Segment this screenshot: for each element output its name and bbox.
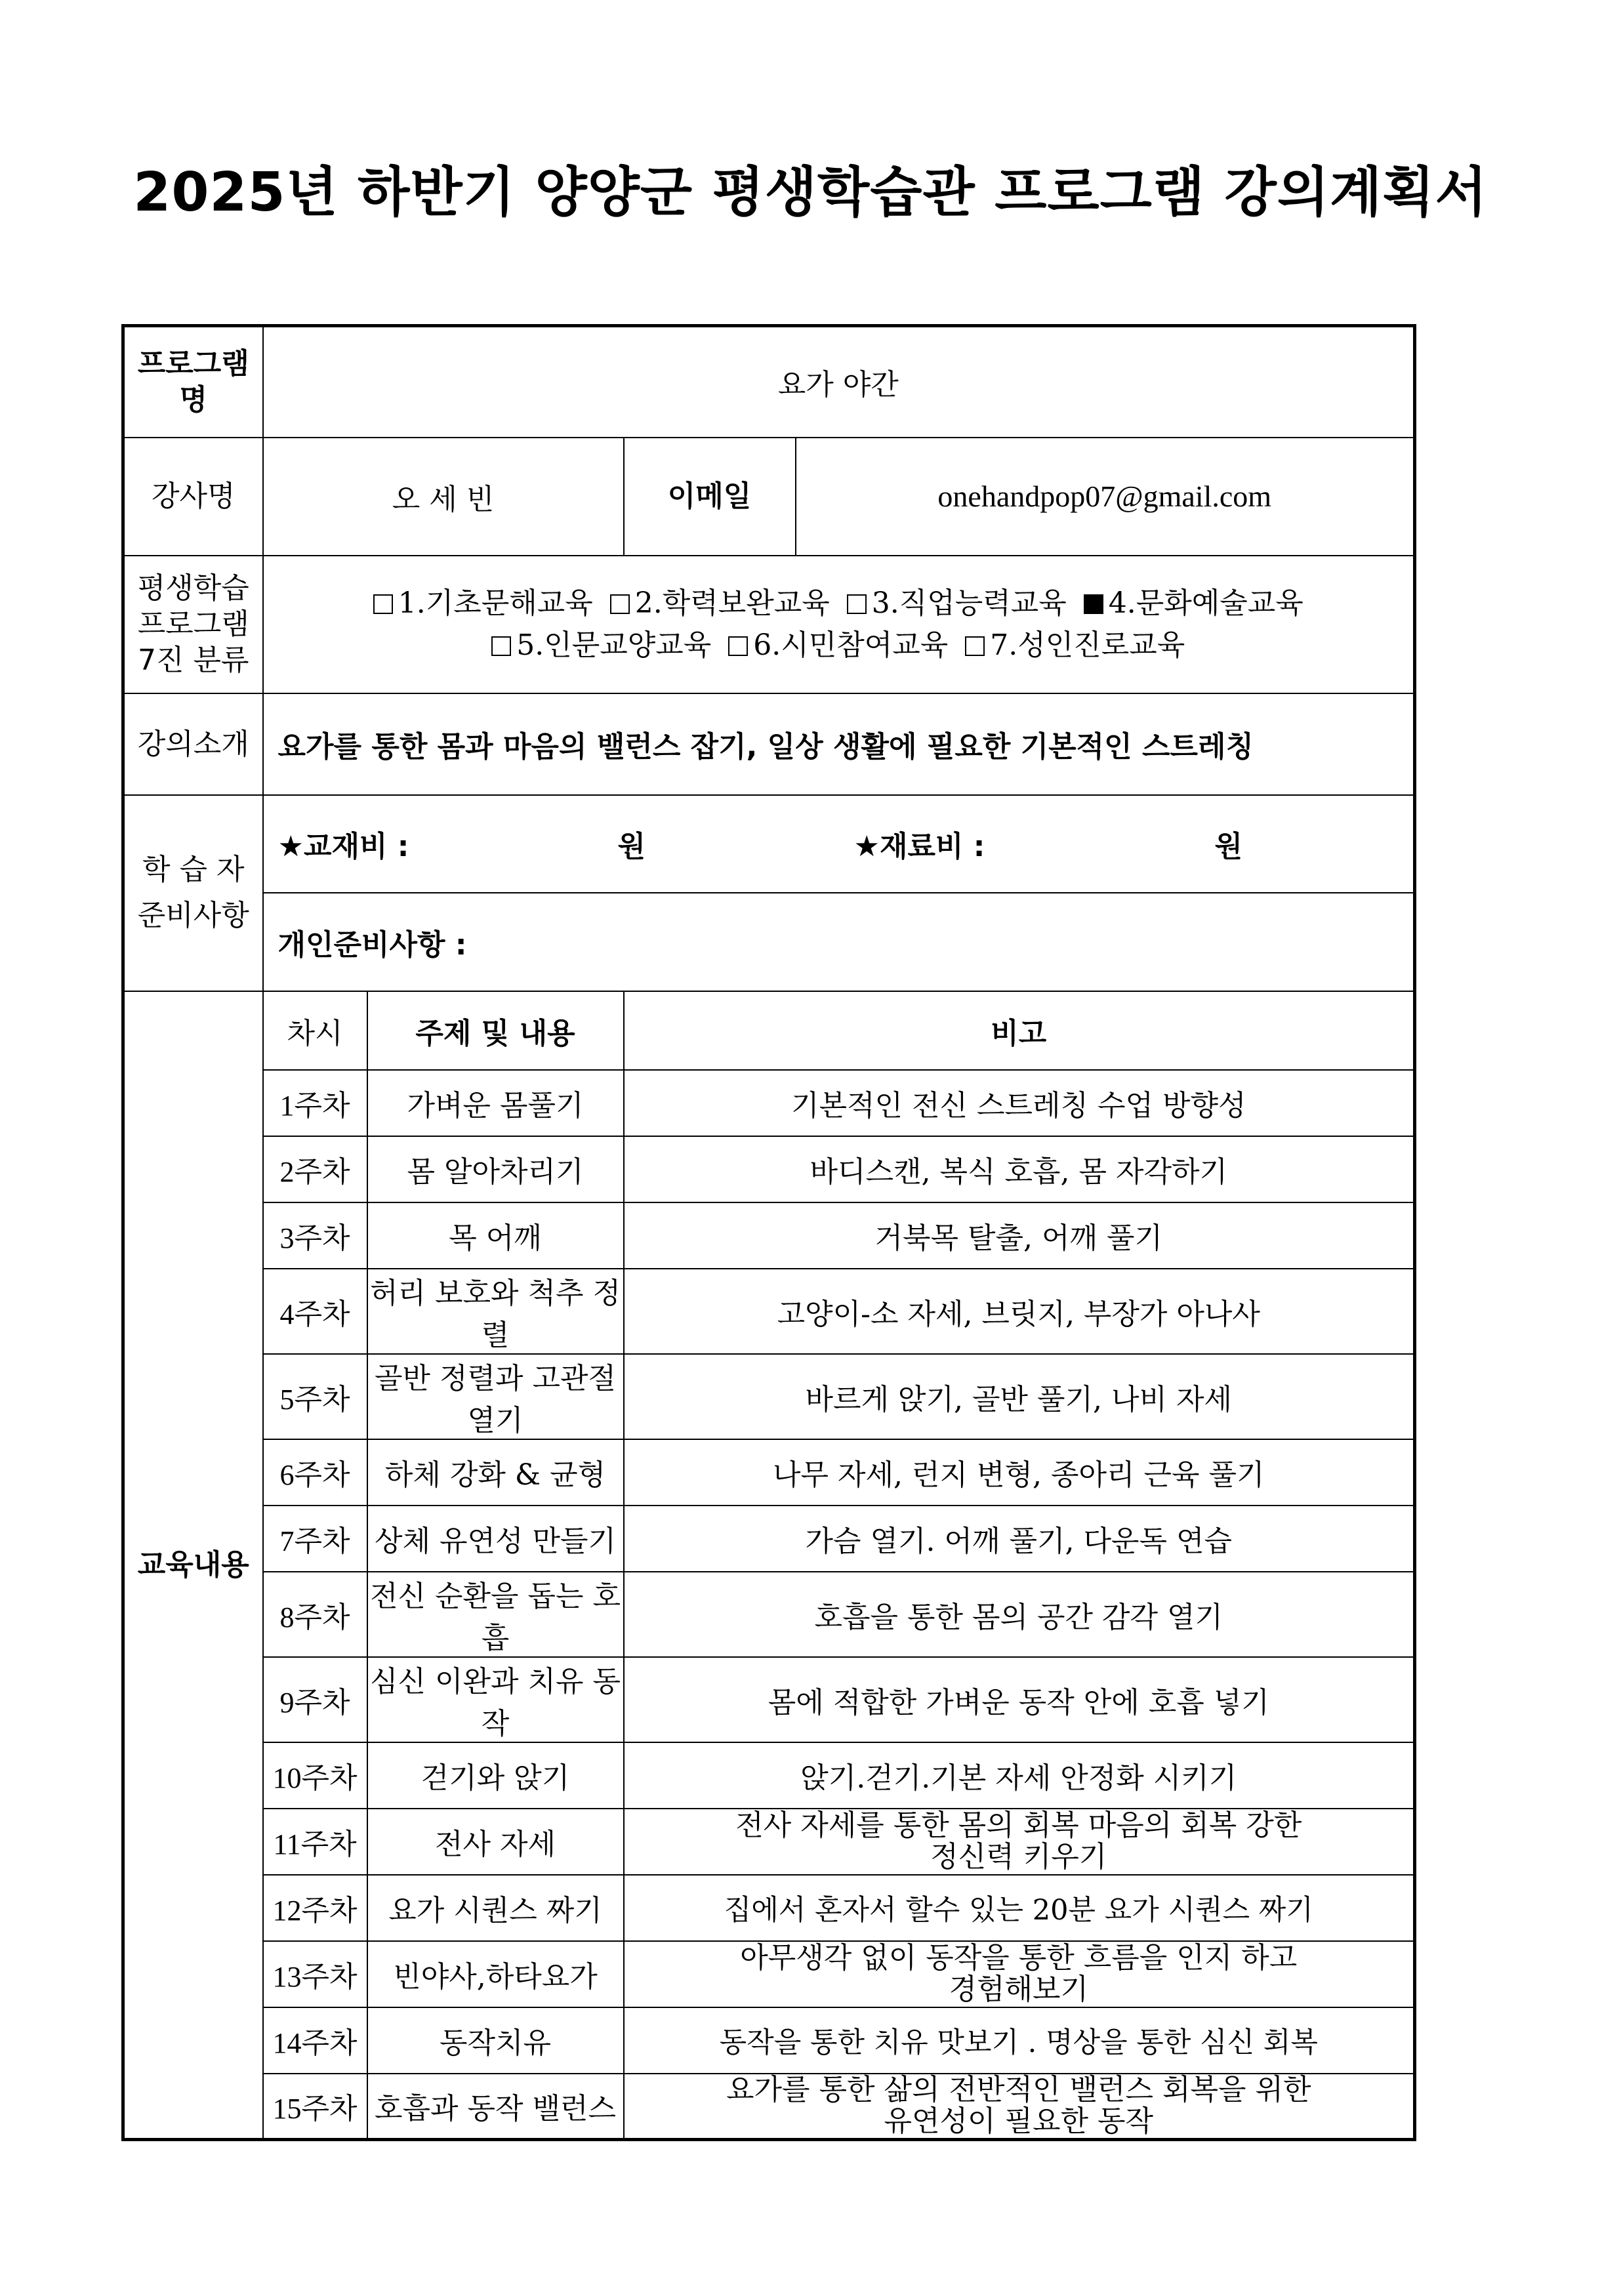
note-cell [624, 1809, 1415, 1875]
week-cell: 13주차 [263, 1941, 367, 2007]
note-cell: 집에서 혼자서 할수 있는 20분 요가 시퀀스 짜기 [624, 1875, 1415, 1941]
material-unit: 원 [1214, 830, 1243, 863]
topic-cell: 상체 유연성 만들기 [367, 1506, 624, 1572]
content-label: 교육내용 [123, 991, 263, 2140]
program-row [123, 326, 1415, 438]
topic-cell: 목 어깨 [367, 1202, 624, 1269]
week-cell: 5주차 [263, 1354, 367, 1439]
topic-header: 주제 및 내용 [367, 991, 624, 1070]
textbook-unit: 원 [617, 830, 646, 863]
personal-prep-label: 개인준비사항 : [263, 893, 1415, 991]
table-row [123, 1269, 1415, 1354]
prep-label-line-1: 학 습 자 [142, 852, 245, 886]
table-row [123, 1941, 1415, 2007]
intro-label: 강의소개 [123, 693, 263, 795]
table-row [123, 1354, 1415, 1439]
topic-cell: 호흡과 동작 밸런스 [367, 2074, 624, 2140]
instructor-row [123, 438, 1415, 556]
checkbox-icon [491, 636, 511, 656]
checked-checkbox-icon [1084, 594, 1103, 614]
note-line-2: 유연성이 필요한 동작 [884, 2104, 1154, 2139]
table-row [123, 1439, 1415, 1506]
note-cell: 고양이-소 자세, 브릿지, 부장가 아나사 [624, 1269, 1415, 1354]
category-option-4[interactable]: 4.문화예술교육 [1084, 586, 1303, 620]
category-option-1[interactable]: 1.기초문해교육 [373, 586, 593, 620]
note-line-1: 전사 자세를 통한 몸의 회복 마음의 회복 강한 [735, 1809, 1302, 1842]
note-line-2: 경험해보기 [949, 1973, 1089, 2006]
note-cell: 바디스캔, 복식 호흡, 몸 자각하기 [624, 1136, 1415, 1202]
prep-label [123, 795, 263, 991]
table-row [123, 2074, 1415, 2140]
checkbox-icon [965, 636, 985, 656]
topic-cell: 전사 자세 [367, 1809, 624, 1875]
note-cell: 가슴 열기. 어깨 풀기, 다운독 연습 [624, 1506, 1415, 1572]
email-label: 이메일 [624, 438, 796, 556]
note-cell: 기본적인 전신 스트레칭 수업 방향성 [624, 1070, 1415, 1136]
topic-cell: 요가 시퀀스 짜기 [367, 1875, 624, 1941]
note-header: 비고 [624, 991, 1415, 1070]
content-header-row [123, 991, 1415, 1070]
email-value: onehandpop07@gmail.com [796, 438, 1415, 556]
note-line-1: 요가를 통한 삶의 전반적인 밸런스 회복을 위한 [726, 2073, 1311, 2107]
week-cell: 12주차 [263, 1875, 367, 1941]
note-cell: 동작을 통한 치유 맛보기 . 명상을 통한 심신 회복 [624, 2007, 1415, 2074]
note-cell: 바르게 앉기, 골반 풀기, 나비 자세 [624, 1354, 1415, 1439]
prep-cost-row [123, 795, 1415, 893]
instructor-value: 오 세 빈 [263, 438, 624, 556]
note-cell: 호흡을 통한 몸의 공간 감각 열기 [624, 1572, 1415, 1657]
category-row [123, 556, 1415, 693]
week-cell: 4주차 [263, 1269, 367, 1354]
table-row [123, 1875, 1415, 1941]
note-cell: 몸에 적합한 가벼운 동작 안에 호흡 넣기 [624, 1657, 1415, 1742]
category-option-7[interactable]: 7.성인진로교육 [965, 628, 1185, 662]
category-option-3[interactable]: 3.직업능력교육 [847, 586, 1067, 620]
topic-cell: 가벼운 몸풀기 [367, 1070, 624, 1136]
program-label: 프로그램명 [123, 326, 263, 438]
table-row [123, 1657, 1415, 1742]
textbook-label: ★교재비 : [277, 830, 409, 863]
week-cell: 15주차 [263, 2074, 367, 2140]
prep-personal-row [123, 893, 1415, 991]
checkbox-icon [847, 594, 867, 614]
checkbox-icon [610, 594, 630, 614]
table-row [123, 1742, 1415, 1809]
topic-cell: 심신 이완과 치유 동작 [367, 1657, 624, 1742]
topic-cell: 걷기와 앉기 [367, 1742, 624, 1809]
note-line-2: 정신력 키우기 [930, 1840, 1107, 1874]
week-cell: 7주차 [263, 1506, 367, 1572]
topic-cell: 전신 순환을 돕는 호흡 [367, 1572, 624, 1657]
category-line-2 [264, 625, 1414, 666]
note-line-1: 아무생각 없이 동작을 통한 흐름을 인지 하고 [740, 1941, 1298, 1975]
week-cell: 8주차 [263, 1572, 367, 1657]
table-row [123, 1136, 1415, 1202]
week-cell: 1주차 [263, 1070, 367, 1136]
week-cell: 9주차 [263, 1657, 367, 1742]
category-label-line-3: 7진 분류 [138, 644, 249, 677]
category-option-6[interactable]: 6.시민참여교육 [728, 628, 948, 662]
topic-cell: 허리 보호와 척추 정렬 [367, 1269, 624, 1354]
program-value: 요가 야간 [263, 326, 1415, 438]
table-row [123, 1572, 1415, 1657]
session-header: 차시 [263, 991, 367, 1070]
week-cell: 14주차 [263, 2007, 367, 2074]
category-label-line-1: 평생학습 [137, 571, 249, 605]
category-option-5[interactable]: 5.인문교양교육 [491, 628, 711, 662]
table-row [123, 2007, 1415, 2074]
note-cell: 거북목 탈출, 어깨 풀기 [624, 1202, 1415, 1269]
category-line-1 [264, 583, 1414, 625]
category-options [263, 556, 1415, 693]
topic-cell: 빈야사,하타요가 [367, 1941, 624, 2007]
note-cell [624, 1941, 1415, 2007]
page-title: 2025년 하반기 양양군 평생학습관 프로그램 강의계획서 [133, 161, 1488, 224]
note-cell: 나무 자세, 런지 변형, 종아리 근육 풀기 [624, 1439, 1415, 1506]
intro-row [123, 693, 1415, 795]
category-option-2[interactable]: 2.학력보완교육 [610, 586, 830, 620]
prep-label-line-2: 준비사항 [137, 899, 249, 932]
category-label [123, 556, 263, 693]
instructor-label: 강사명 [123, 438, 263, 556]
checkbox-icon [373, 594, 393, 614]
note-cell: 앉기.걷기.기본 자세 안정화 시키기 [624, 1742, 1415, 1809]
topic-cell: 몸 알아차리기 [367, 1136, 624, 1202]
prep-costs [263, 795, 1415, 893]
table-row [123, 1070, 1415, 1136]
week-cell: 3주차 [263, 1202, 367, 1269]
week-cell: 11주차 [263, 1809, 367, 1875]
topic-cell: 동작치유 [367, 2007, 624, 2074]
table-row [123, 1809, 1415, 1875]
note-cell [624, 2074, 1415, 2140]
material-label: ★재료비 : [853, 830, 985, 863]
table-row [123, 1506, 1415, 1572]
week-cell: 6주차 [263, 1439, 367, 1506]
checkbox-icon [728, 636, 748, 656]
lecture-plan-table [121, 324, 1416, 2141]
week-cell: 10주차 [263, 1742, 367, 1809]
topic-cell: 골반 정렬과 고관절 열기 [367, 1354, 624, 1439]
intro-value: 요가를 통한 몸과 마음의 밸런스 잡기, 일상 생활에 필요한 기본적인 스트레칭 [263, 693, 1415, 795]
category-label-line-2: 프로그램 [137, 607, 249, 641]
week-cell: 2주차 [263, 1136, 367, 1202]
table-row [123, 1202, 1415, 1269]
topic-cell: 하체 강화 & 균형 [367, 1439, 624, 1506]
